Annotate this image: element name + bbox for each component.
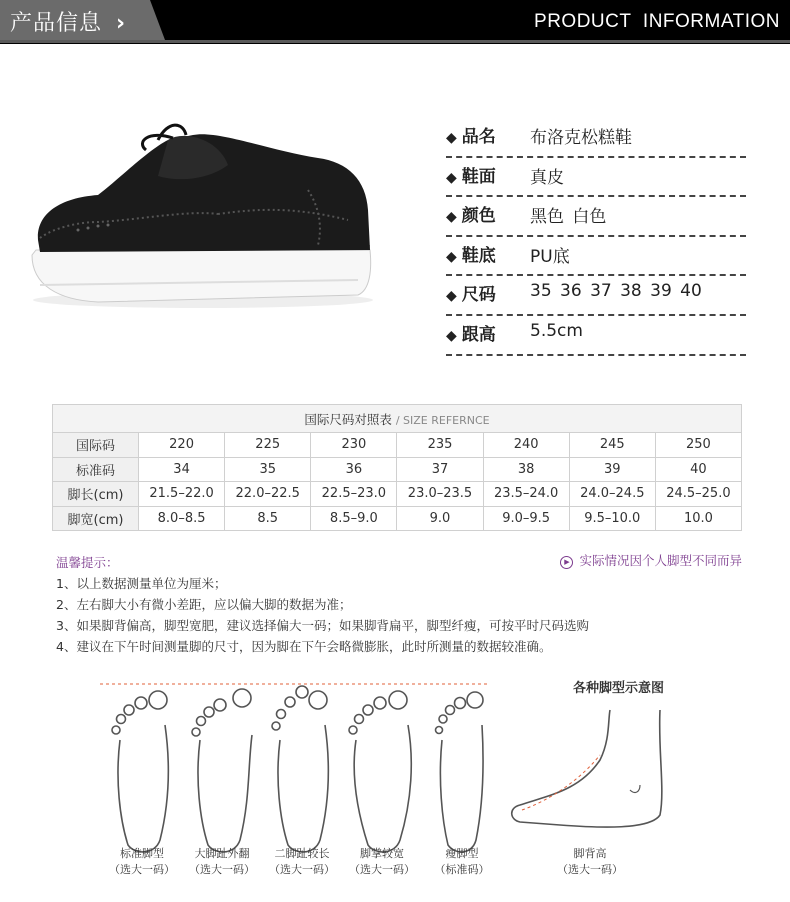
header-underline <box>0 40 790 43</box>
info-row-name <box>446 118 746 158</box>
tips-list <box>56 573 589 657</box>
info-value: 5.5cm <box>530 320 583 341</box>
shoe-image <box>18 110 378 320</box>
diamond-icon: ◆ <box>446 130 457 146</box>
diamond-icon: ◆ <box>446 327 457 344</box>
tips-note: ▶ 实际情况因个人脚型不同而异 <box>560 551 742 569</box>
header-title-en: PRODUCT INFORMATION <box>534 11 780 32</box>
foot-type-label: 二脚趾较长 （选大一码） <box>269 847 335 876</box>
list-item: 2、左右脚大小有微小差距，应以偏大脚的数据为准； <box>56 597 352 612</box>
diamond-icon: ◆ <box>446 248 457 265</box>
high-instep-foot-image <box>500 700 680 850</box>
chevron-right-icon: › <box>116 11 127 36</box>
product-info-list <box>446 118 746 356</box>
list-item: 4、建议在下午时间测量脚的尺寸，因为脚在下午会略微膨胀，此时所测量的数据较准确。 <box>56 639 552 654</box>
table-row: 脚宽(cm) 8.0–8.5 8.5 8.5–9.0 9.0 9.0–9.5 9.5–10.0 10.0 <box>53 506 742 531</box>
diamond-icon: ◆ <box>446 288 457 305</box>
header-title-cn: 产品信息 › <box>10 11 127 36</box>
info-row-upper <box>446 158 746 198</box>
foot-diagram-title: 各种脚型示意图 <box>573 681 665 696</box>
foot-type-label: 瘦脚型 （标准码） <box>434 847 490 876</box>
header-bar <box>0 0 790 44</box>
info-row-size <box>446 276 746 316</box>
size-table-caption: 国际尺码对照表 / SIZE REFERNCE <box>53 405 742 433</box>
play-circle-icon: ▶ <box>560 556 573 569</box>
foot-type-label: 大脚趾外翻 （选大一码） <box>189 847 255 876</box>
info-value: 真皮 <box>530 167 564 188</box>
tips-title: 温馨提示： <box>56 555 119 570</box>
list-item: 3、如果脚背偏高，脚型宽肥，建议选择偏大一码；如果脚背扁平，脚型纤瘦，可按平时尺码选购 <box>56 618 589 633</box>
info-row-sole <box>446 237 746 277</box>
info-row-heel <box>446 316 746 356</box>
table-row: 国际码 220 225 230 235 240 245 250 <box>53 433 742 458</box>
info-value: PU底 <box>530 246 570 267</box>
table-row: 脚长(cm) 21.5–22.0 22.0–22.5 22.5–23.0 23.0–23.5 23.5–24.0 24.0–24.5 24.5–25.0 <box>53 482 742 507</box>
info-value: 布洛克松糕鞋 <box>530 128 632 148</box>
info-value: 黑色 白色 <box>530 207 607 228</box>
diamond-icon: ◆ <box>446 169 457 186</box>
foot-type-label: 脚掌较宽 （选大一码） <box>349 847 415 876</box>
info-key: 尺码 <box>461 285 496 306</box>
foot-type-label: 标准脚型 （选大一码） <box>109 847 175 876</box>
table-row: 标准码 34 35 36 37 38 39 40 <box>53 457 742 482</box>
info-value: 35 36 37 38 39 40 <box>530 281 702 302</box>
info-key: 鞋面 <box>461 166 496 187</box>
list-item: 1、以上数据测量单位为厘米； <box>56 576 227 591</box>
info-key: 跟高 <box>461 324 496 345</box>
info-row-color <box>446 197 746 237</box>
foot-type-label-side: 脚背高 （选大一码） <box>557 847 623 876</box>
info-key: 鞋底 <box>461 245 496 266</box>
info-key: 颜色 <box>461 206 496 227</box>
size-table <box>52 404 742 531</box>
diamond-icon: ◆ <box>446 209 457 226</box>
info-key: 品名 <box>461 127 496 147</box>
